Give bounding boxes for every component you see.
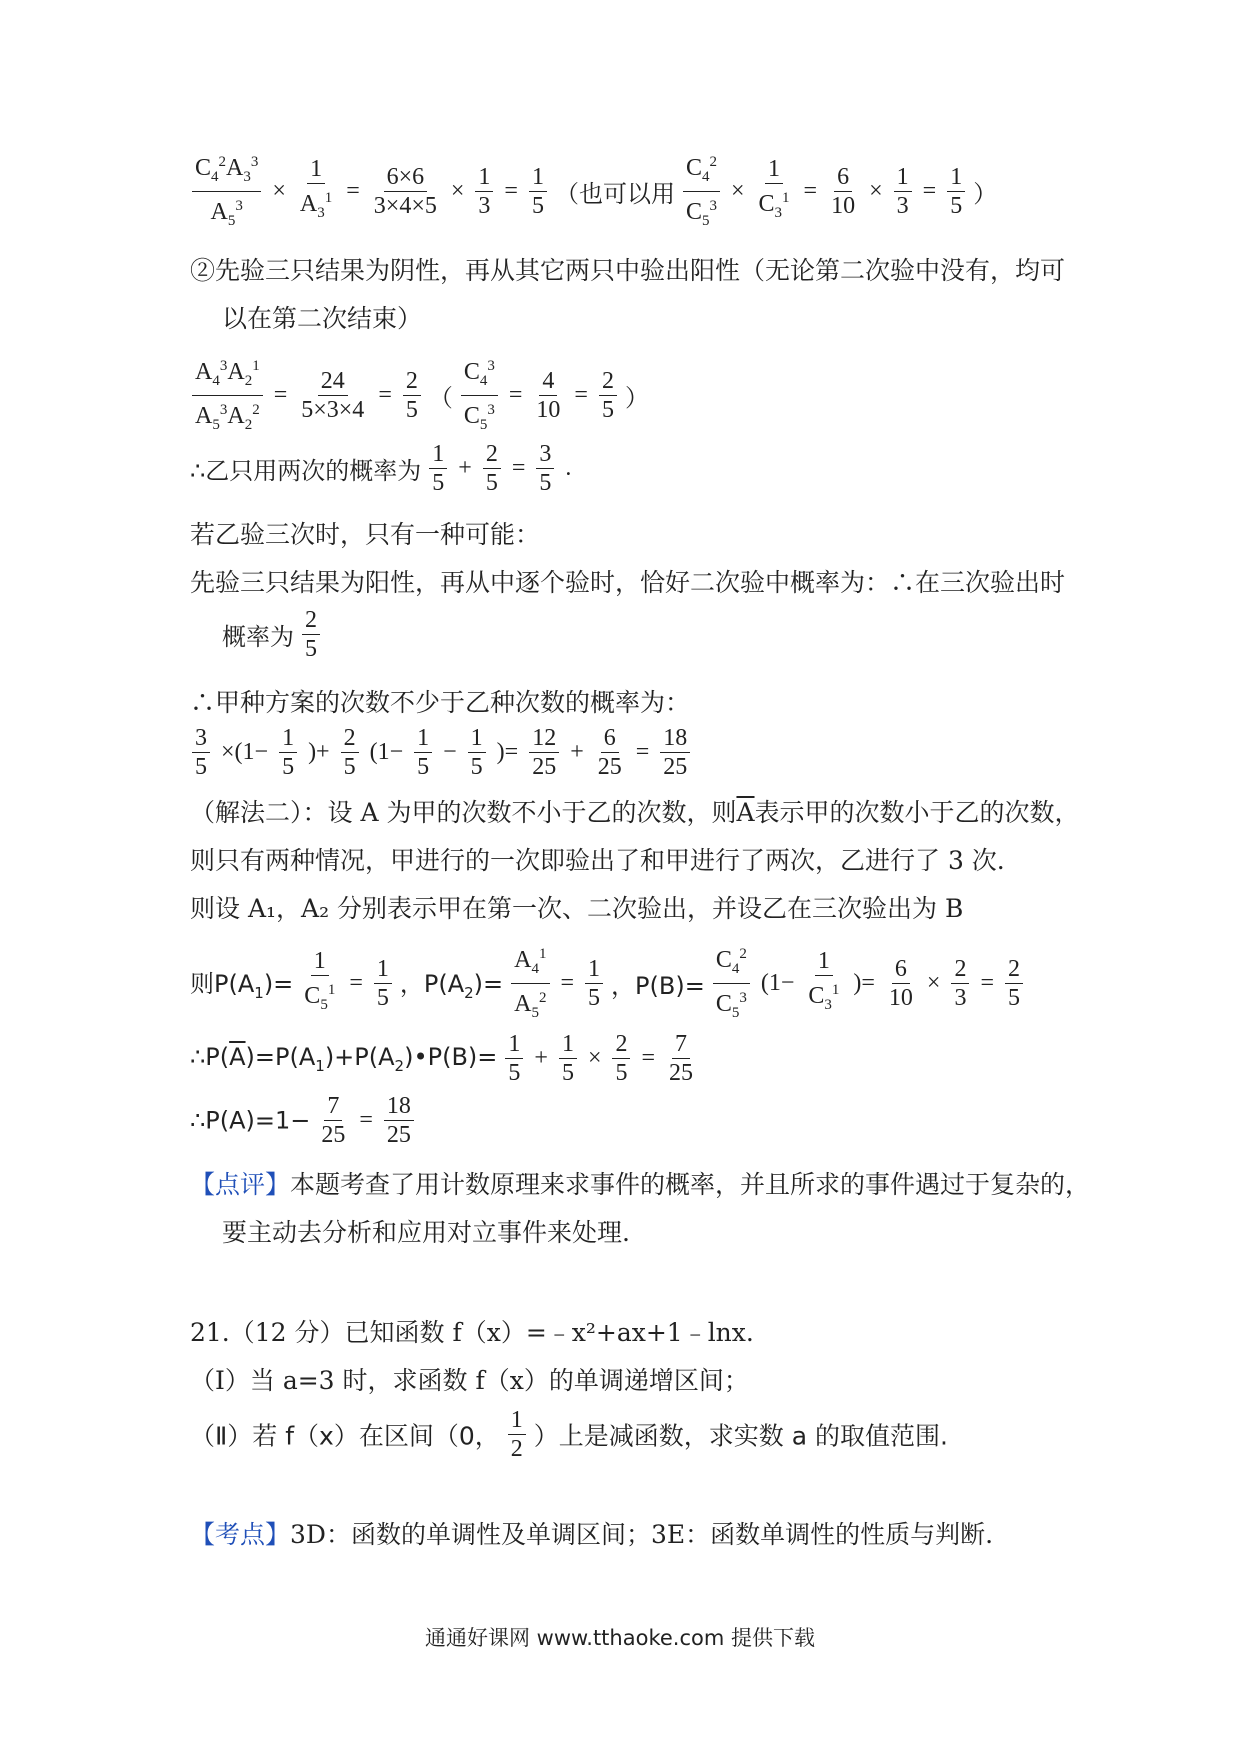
q21-part2-b: ）上是减函数，求实数 a 的取值范围. [533, 1421, 948, 1451]
method2-text-b: 表示甲的次数小于乙的次数， [754, 798, 1080, 827]
comment-line1 [190, 1168, 1090, 1202]
method2-text-line3: 则设 A₁，A₂ 分别表示甲在第一次、二次验出，并设乙在三次验出为 B [190, 894, 964, 923]
comment-line2: 要主动去分析和应用对立事件来处理. [222, 1218, 630, 1247]
three-times-text-line1: 先验三只结果为阳性，再从中逐个验时，恰好二次验中概率为：∴在三次验出时 [190, 568, 1066, 597]
method2-text-line1 [190, 796, 1080, 830]
q21-part2-a: （Ⅱ）若 f（x）在区间（0， [190, 1421, 500, 1451]
q21-part2: （Ⅱ）若 f（x）在区间（0， $\frac{1}{2}$ ）上是减函数，求实数 a 的取值范围. [190, 1407, 948, 1462]
formula-case2: $\frac{A_4^3A_2^1}{A_5^3A_2^2}$ = $\frac{24}{5\times 3\times 4}$ = $\frac{2}{5}$ （ $\frac{C_4^3}{C_5^3}$ = $\frac{4}{10}$ = $\frac{2}{5}$ ） [190, 352, 649, 439]
three-times-text-line2: 概率为 $\frac{2}{5}$ [222, 606, 322, 663]
three-times-intro: 若乙验三次时，只有一种可能： [190, 520, 541, 549]
formula-p-abar: $\therefore P(\overline{A})=P(A_1)+P(A_2)•P(B)=$ $\frac{1}{5}$ + $\frac{1}{5}$ × $\frac{2}{5}$ = $\frac{7}{25}$ [190, 1031, 694, 1086]
method2-text-a: （解法二）：设 A 为甲的次数不小于乙的次数，则 [190, 798, 737, 827]
kaodian-line [190, 1518, 993, 1552]
a-bar-symbol: $\overline{A}$ [736, 798, 755, 827]
two-times-label: ∴乙只用两次的概率为 [190, 457, 422, 485]
formula-two-times: ∴乙只用两次的概率为 $\frac{1}{5}$ + $\frac{2}{5}$ = $\frac{3}{5}$ . [190, 441, 572, 496]
formula-case1: $\frac{C_4^2A_3^3}{A_5^3}$ × $\frac{1}{A_3^1}$ = $\frac{6\times 6}{3\times 4\times 5}$ × $\frac{1}{3}$ = $\frac{1}{5}$ （也可以用 $\frac{C_4^2}{C_5^3}$ × $\frac{1}{C_3^1}$ = $\frac{6}{10}$ × $\frac{1}{3}$ = $\frac{1}{5}$ ） [190, 148, 997, 235]
footer-watermark: 通通好课网 www.tthaoke.com 提供下载 [425, 1626, 815, 1650]
method2-text-line2: 则只有两种情况，甲进行的一次即验出了和甲进行了两次，乙进行了 3 次. [190, 846, 1005, 875]
q21-title: 21.（12 分）已知函数 f（x）=﹣x²+ax+1﹣lnx. [190, 1318, 754, 1347]
q21-part1: （Ⅰ）当 a=3 时，求函数 f（x）的单调递增区间； [190, 1366, 749, 1395]
comment-text-a: 本题考查了用计数原理来求事件的概率，并且所求的事件遇过于复杂的， [290, 1170, 1091, 1199]
jia-not-less-text: ∴甲种方案的次数不少于乙种次数的概率为： [190, 688, 691, 717]
probability-label: 概率为 [222, 623, 294, 651]
comment-tag: 【点评】 [190, 1170, 291, 1199]
formula-p-a: ∴P(A)=1− $\frac{7}{25}$ = $\frac{18}{25}$ [190, 1092, 416, 1149]
kaodian-tag: 【考点】 [190, 1520, 291, 1549]
formula-pa1-pa2-pb: 则$P(A_1)=$ $\frac{1}{C_5^1}$ = $\frac{1}{5}$ ，$P(A_2)=$ $\frac{A_4^1}{A_5^2}$ = $\frac{1}{5}$ ，P(B)= $\frac{C_4^2}{C_5^3}$ (1− $\frac{1}{C_3^1}$ )= $\frac{6}{10}$ × $\frac{2}{3}$ = $\frac{2}{5}$ [190, 940, 1025, 1027]
case2-text-line2: 以在第二次结束） [222, 304, 423, 333]
kaodian-text: 3D：函数的单调性及单调区间；3E：函数单调性的性质与判断. [290, 1520, 994, 1549]
case2-text-line1: ②先验三只结果为阴性，再从其它两只中验出阳性（无论第二次验中没有，均可 [190, 256, 1066, 285]
formula-final-probability: $\frac{3}{5}$ ×(1− $\frac{1}{5}$ )+ $\frac{2}{5}$ (1− $\frac{1}{5}$ − $\frac{1}{5}$ )= $\frac{12}{25}$ + $\frac{6}{25}$ = $\frac{18}{25}$ [190, 724, 692, 781]
